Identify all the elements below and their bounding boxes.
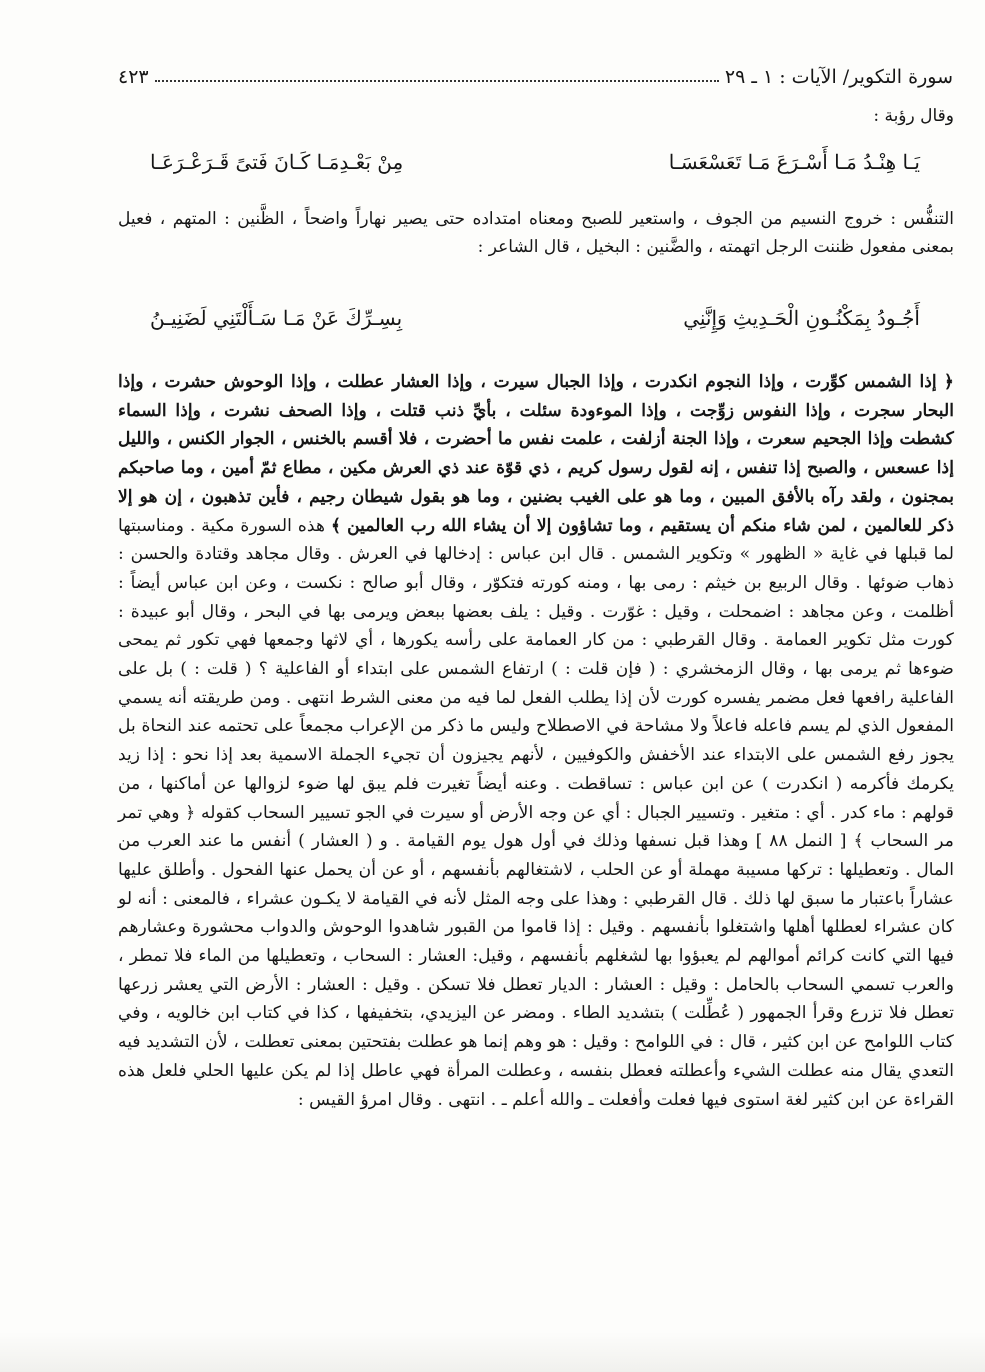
poem-verse-2 [150, 306, 920, 330]
quran-close-bracket: ﴾ [331, 515, 342, 536]
tafsir-paragraph [118, 368, 954, 1114]
running-title: سورة التكوير/ الآيات : ١ ـ ٢٩ [724, 66, 953, 88]
intro-line: وقال رؤبة : [873, 106, 954, 126]
verse-2-first-hemistich: أَجُـودُ بِمَكْنُـونِ الْحَـدِيثِ وَإِنَّنِي [683, 306, 920, 330]
verse-1-second-hemistich: مِنْ بَعْـدِمَـا كَـانَ فَتىً قَـرَعْـرَعَـا [150, 150, 404, 174]
scan-bottom-edge [0, 1332, 985, 1372]
verse-1-first-hemistich: يَـا هِنْـدُ مَـا أَسْـرَعَ مَـا تَعَسْعَسَـا [668, 150, 920, 174]
page-number: ٤٢٣ [118, 66, 149, 88]
quran-open-bracket: ﴿ [943, 372, 954, 392]
page-header [118, 58, 953, 88]
verse-2-second-hemistich: بِسِـرِّكَ عَنْ مَـا سَـأَلْتَنِي لَضَنِيـنُ [150, 306, 403, 330]
definitions-paragraph: التنفُّس : خروج النسيم من الجوف ، واستعير للصبح ومعناه امتداده حتى يصير نهاراً واضحاً ، الظَّنين : المتهم ، فعيل بمعنى مفعول ظننت الرجل اتهمته ، والضَّنين : البخيل ، قال الشاعر : [118, 209, 954, 257]
header-leader-dots [155, 80, 719, 82]
quran-verses: إذا الشمس كوِّرت ، وإذا النجوم انكدرت ، وإذا الجبال سيرت ، وإذا العشار عطلت ، وإذا الوحوش حشرت ، وإذا البحار سجرت ، وإذا النفوس زوِّجت ، وإذا الموءودة سئلت ، بأيِّ ذنب قتلت ، وإذا الصحف نشرت ، وإذا السماء كشطت وإذا الجحيم سعرت ، وإذا الجنة أزلفت ، علمت نفس ما أحضرت ، فلا أقسم بالخنس ، الجوار الكنس ، والليل إذا عسعس ، والصبح إذا تنفس ، إنه لقول رسول كريم ، ذي قوّة عند ذي العرش مكين ، مطاع ثمّ أمين ، وما صاحبكم بمجنون ، ولقد رآه بالأفق المبين ، وما هو على الغيب بضنين ، وما هو بقول شيطان رجيم ، فأين تذهبون ، إن هو إلا ذكر للعالمين ، لمن شاء منكم أن يستقيم ، وما تشاؤون إلا أن يشاء الله رب العالمين [118, 372, 955, 536]
poem-verse-1 [150, 150, 920, 174]
commentary-text: هذه السورة مكية . ومناسبتها لما قبلها في غاية « الظهور » وتكوير الشمس . قال ابن عباس : إدخالها في العرش . وقال مجاهد وقتادة والحسن : ذهاب ضوئها . وقال الربيع بن خيثم : رمى بها ، ومنه كورته فتكوّر ، وقال أبو صالح : نكست ، وعن ابن عباس أيضاً : أظلمت ، وعن مجاهد : اضمحلت ، وقيل : غوّرت . وقيل : يلف بعضها ببعض ويرمى بها في البحر ، وقال أبو عبيدة : كورت مثل تكوير العمامة . وقال القرطبي : من كار العمامة على رأسه يكورها ، أي لاثها وجمعها فهي تكور ثم يمحى ضوءها ثم يرمى بها ، وقال الزمخشري : ( فإن قلت : ) ارتفاع الشمس على ابتداء أو الفاعلية ؟ ( قلت : ) بل على الفاعلية رافعها فعل مضمر يفسره كورت لأن إذا يطلب الفعل لما فيه من معنى الشرط انتهى . ومن طريقته أنه يسمي المفعول الذي لم يسم فاعله فاعلاً ولا مشاحة في الاصطلاح وليس ما ذكر من الإعراب مجمعاً على تحتمه عند النحاة بل يجوز رفع الشمس على الابتداء عند الأخفش والكوفيين ، لأنهم يجيزون أن تجيء الجملة الاسمية بعد إذا نحو : إذا زيد يكرمك فأكرمه ( انكدرت ) عن ابن عباس : تساقطت . وعنه أيضاً تغيرت فلم يبق لها ضوء لزوالها عن أماكنها ، من قولهم : ماء كدر . أي : متغير . وتسيير الجبال : أي عن وجه الأرض أو سيرت في الجو تسيير السحاب كقوله ﴿ وهي تمر مر السحاب ﴾ [ النمل ٨٨ ] وهذا قبل نسفها وذلك في أول هول يوم القيامة . و ( العشار ) أنفس ما عند العرب من المال . وتعطيلها : تركها مسيبة مهملة أو عن الحلب ، لاشتغالهم بأنفسهم ، أو عن أن يحمل عنها الفحول . وأطلق عليها عشاراً باعتبار ما سبق لها ذلك . قال القرطبي : وهذا على وجه المثل لأنه في القيامة لا يكـون عشراء ، فالمعنى : أنه لو كان عشراء لعطلها أهلها واشتغلوا بأنفسهم . وقيل : إذا قاموا من القبور شاهدوا الوحوش والدواب محشورة وعشارهم فيها التي كانت كرائم أموالهم لم يعبؤوا بها لشغلهم بأنفسهم ، وقيل: العشار : السحاب ، وتعطيلها من الماء فلا تمطر ، والعرب تسمي السحاب بالحامل : وقيل : العشار : الديار تعطل فلا تسكن . وقيل : العشار : الأرض التي يعشر زرعها تعطل فلا تزرع وقرأ الجمهور ( عُطِّلت ) بتشديد الطاء . ومضر عن اليزيدي، بتخفيفها ، كذا في كتاب ابن خالويه ، وفي كتاب اللوامح عن ابن كثير ، قال : في اللوامح : وقيل : هو وهم إنما هو عطلت بفتحتين بمعنى تعطلت ، لأن التشديد فيه التعدي يقال منه عطلت الشيء وأعطلته فعطل بنفسه ، وعطلت المرأة فهي عاطل إذا لم يكن عليها الحلي فلعل هذه القراءة عن ابن كثير لغة استوى فيها فعلت وأفعلت ـ والله أعلم ـ . انتهى . وقال امرؤ القيس : [118, 515, 954, 1110]
